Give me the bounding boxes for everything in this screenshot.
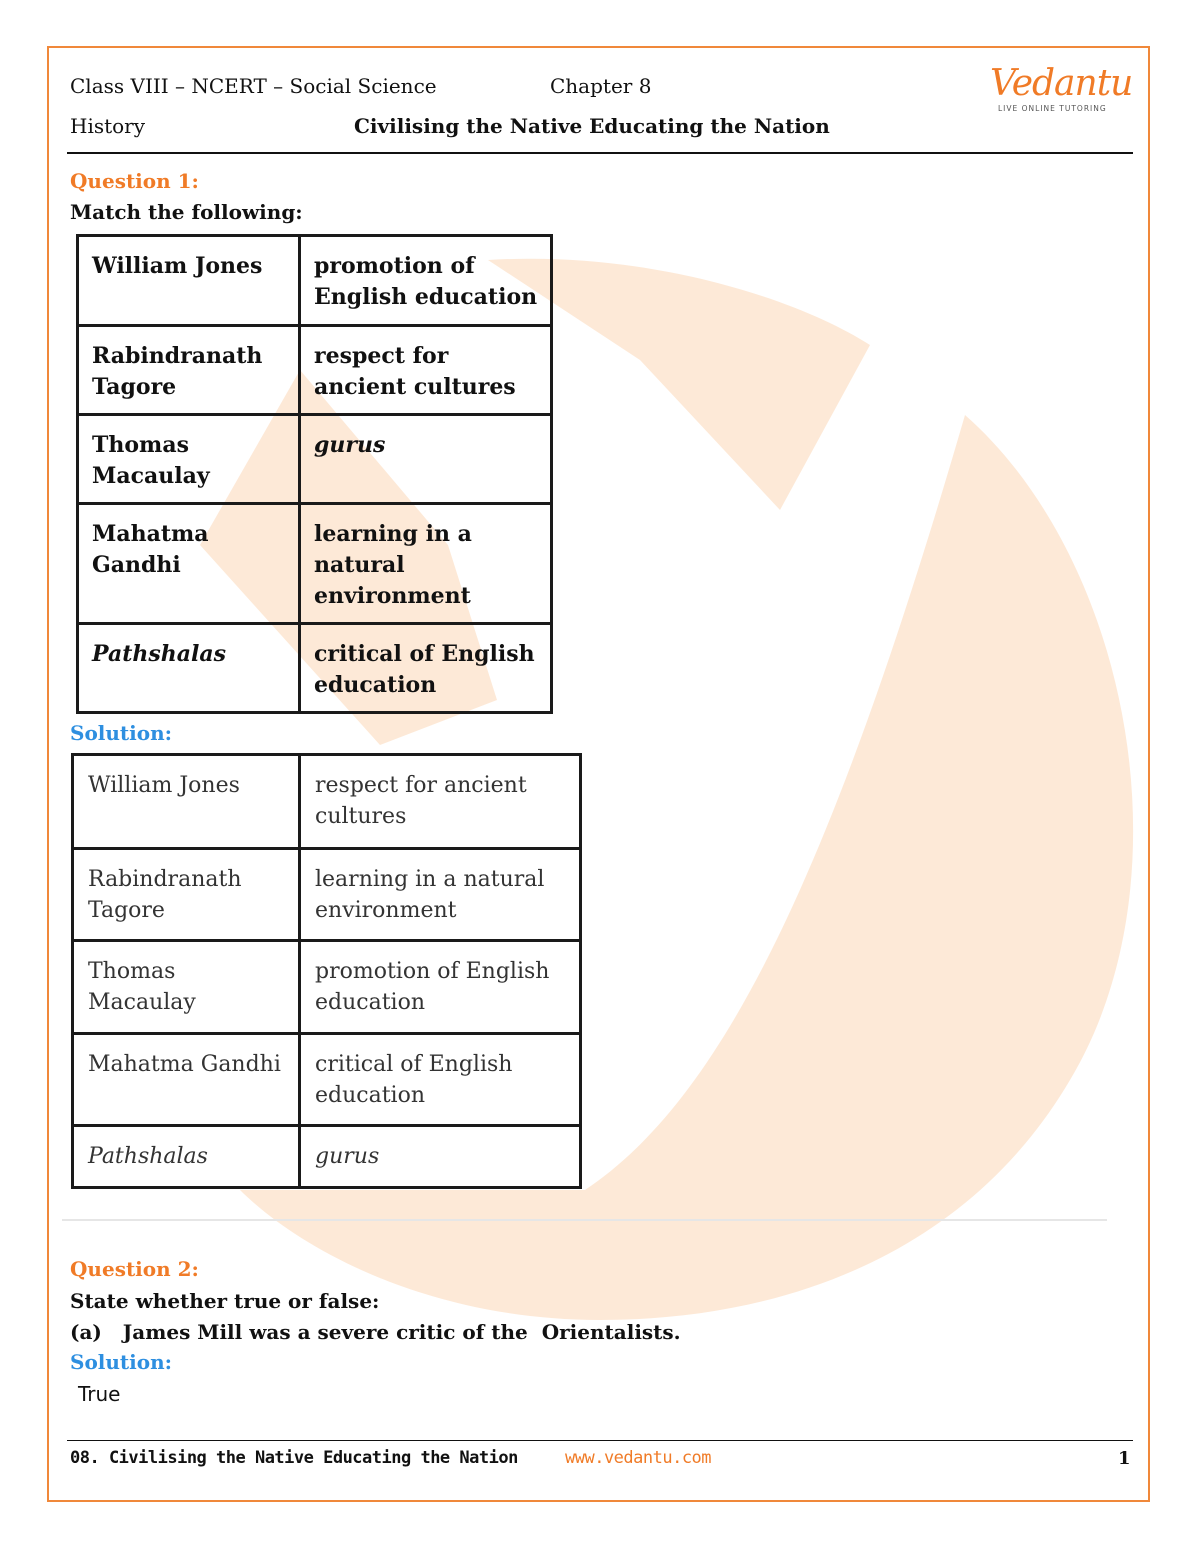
table-row [78,415,552,504]
question-2-prompt: State whether true or false: [70,1289,380,1313]
table-row [78,624,552,713]
question-2-label: Question 2: [70,1257,199,1281]
footer-website-link[interactable]: www.vedantu.com [565,1448,712,1468]
solution-left-cell: Rabindranath Tagore [73,849,300,941]
solution-right-cell: learning in a natural environment [300,849,581,941]
question-2-answer: True [78,1382,121,1406]
question-1-table [76,234,553,714]
page-number: 1 [1118,1448,1131,1469]
solution-right-cell: respect for ancient cultures [300,755,581,849]
table-row [73,755,581,849]
solution-left-cell: Thomas Macaulay [73,941,300,1034]
footer-chapter: 08. Civilising the Native Educating the Nation [70,1448,518,1468]
logo-tagline: LIVE ONLINE TUTORING [998,104,1107,113]
match-left-cell: Thomas Macaulay [78,415,300,504]
header-divider [67,152,1133,154]
match-left-cell: Pathshalas [78,624,300,713]
match-right-cell: learning in a natural environment [300,504,552,624]
match-right-cell: promotion of English education [300,236,552,326]
table-row [73,849,581,941]
table-row [73,941,581,1034]
match-right-cell: critical of English education [300,624,552,713]
footer-divider [67,1440,1133,1441]
question-1-solution-label: Solution: [70,721,173,745]
question-2-solution-label: Solution: [70,1350,173,1374]
solution-right-cell: critical of English education [300,1034,581,1126]
question-1-label: Question 1: [70,169,199,193]
match-right-cell: respect for ancient cultures [300,326,552,415]
table-row [78,326,552,415]
chapter-number: Chapter 8 [550,74,652,98]
table-row [73,1034,581,1126]
solution-left-cell: Pathshalas [73,1126,300,1188]
match-right-cell: gurus [300,415,552,504]
solution-1-table [71,753,582,1189]
table-row [73,1126,581,1188]
question-1-prompt: Match the following: [70,200,303,224]
match-left-cell: William Jones [78,236,300,326]
table-row [78,504,552,624]
chapter-title: Civilising the Native Educating the Nation [354,114,830,138]
subject-name: History [70,114,146,138]
solution-left-cell: William Jones [73,755,300,849]
solution-right-cell: promotion of English education [300,941,581,1034]
logo-wordmark: Vedantu [990,63,1133,104]
question-2-part-a: (a) James Mill was a severe critic of the Orientalists. [70,1320,681,1344]
solution-left-cell: Mahatma Gandhi [73,1034,300,1126]
match-left-cell: Mahatma Gandhi [78,504,300,624]
section-divider [62,1219,1107,1221]
course-title: Class VIII – NCERT – Social Science [70,74,437,98]
match-left-cell: Rabindranath Tagore [78,326,300,415]
table-row [78,236,552,326]
vedantu-logo [990,63,1133,113]
solution-right-cell: gurus [300,1126,581,1188]
